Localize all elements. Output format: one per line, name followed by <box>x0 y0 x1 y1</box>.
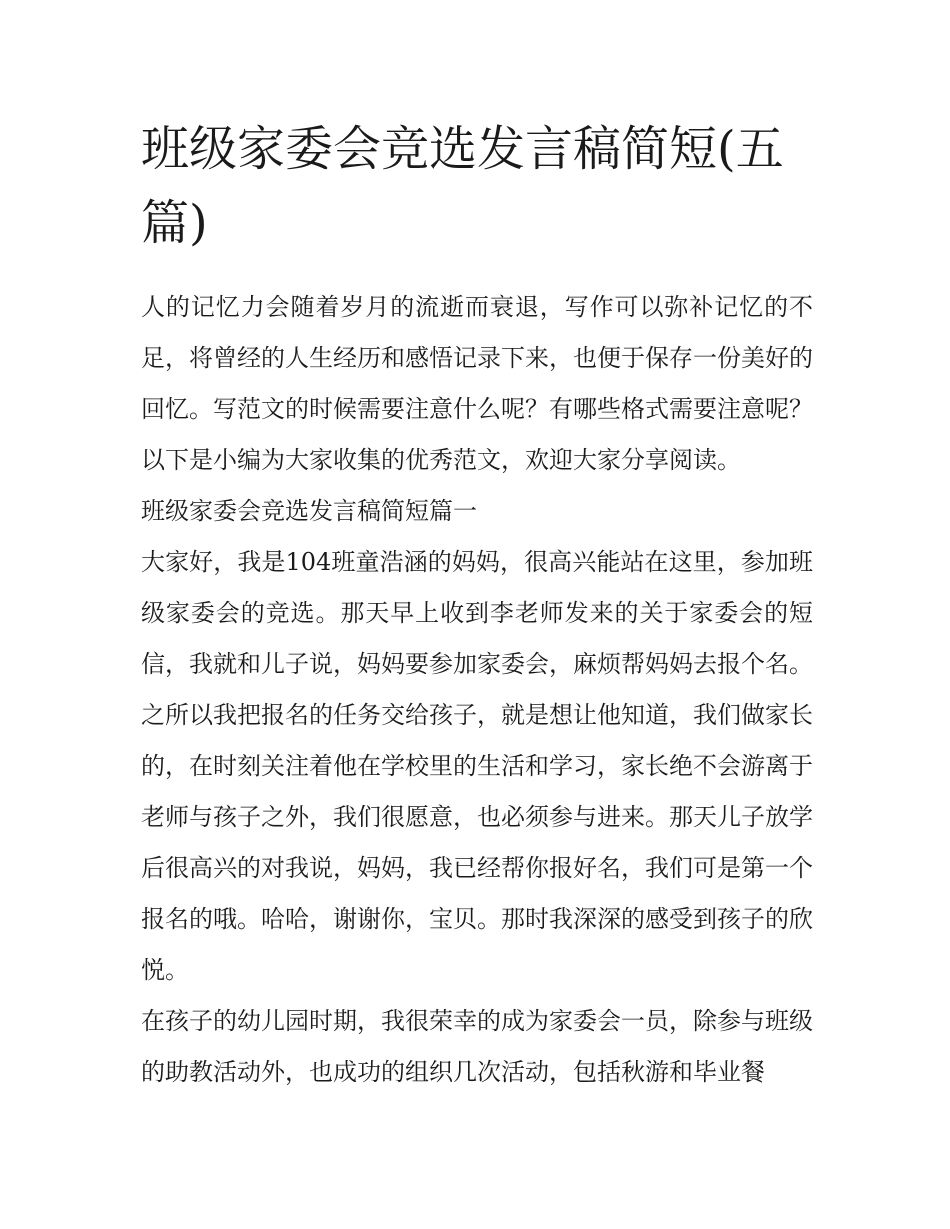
body-paragraph-2: 在孩子的幼儿园时期，我很荣幸的成为家委会一员，除参与班级的助教活动外，也成功的组织几次活动，包括秋游和毕业餐 <box>141 1007 813 1086</box>
document-page <box>141 112 813 1098</box>
section-heading: 班级家委会竞选发言稿简短篇一 <box>141 497 477 525</box>
body-paragraph-1: 大家好，我是104班童浩涵的妈妈，很高兴能站在这里，参加班级家委会的竞选。那天早上收到李老师发来的关于家委会的短信，我就和儿子说，妈妈要参加家委会，麻烦帮妈妈去报个名。之所以我把报名的任务交给孩子，就是想让他知道，我们做家长的，在时刻关注着他在学校里的生活和学习，家长绝不会游离于老师与孩子之外，我们很愿意，也必须参与进来。那天儿子放学后很高兴的对我说，妈妈，我已经帮你报好名，我们可是第一个报名的哦。哈哈，谢谢你，宝贝。那时我深深的感受到孩子的欣悦。 <box>141 548 813 984</box>
intro-paragraph: 人的记忆力会随着岁月的流逝而衰退，写作可以弥补记忆的不足，将曾经的人生经历和感悟记录下来，也便于保存一份美好的回忆。写范文的时候需要注意什么呢？有哪些格式需要注意呢？以下是小编为大家收集的优秀范文，欢迎大家分享阅读。 <box>141 293 813 474</box>
document-title: 班级家委会竞选发言稿简短(五篇) <box>141 121 784 251</box>
